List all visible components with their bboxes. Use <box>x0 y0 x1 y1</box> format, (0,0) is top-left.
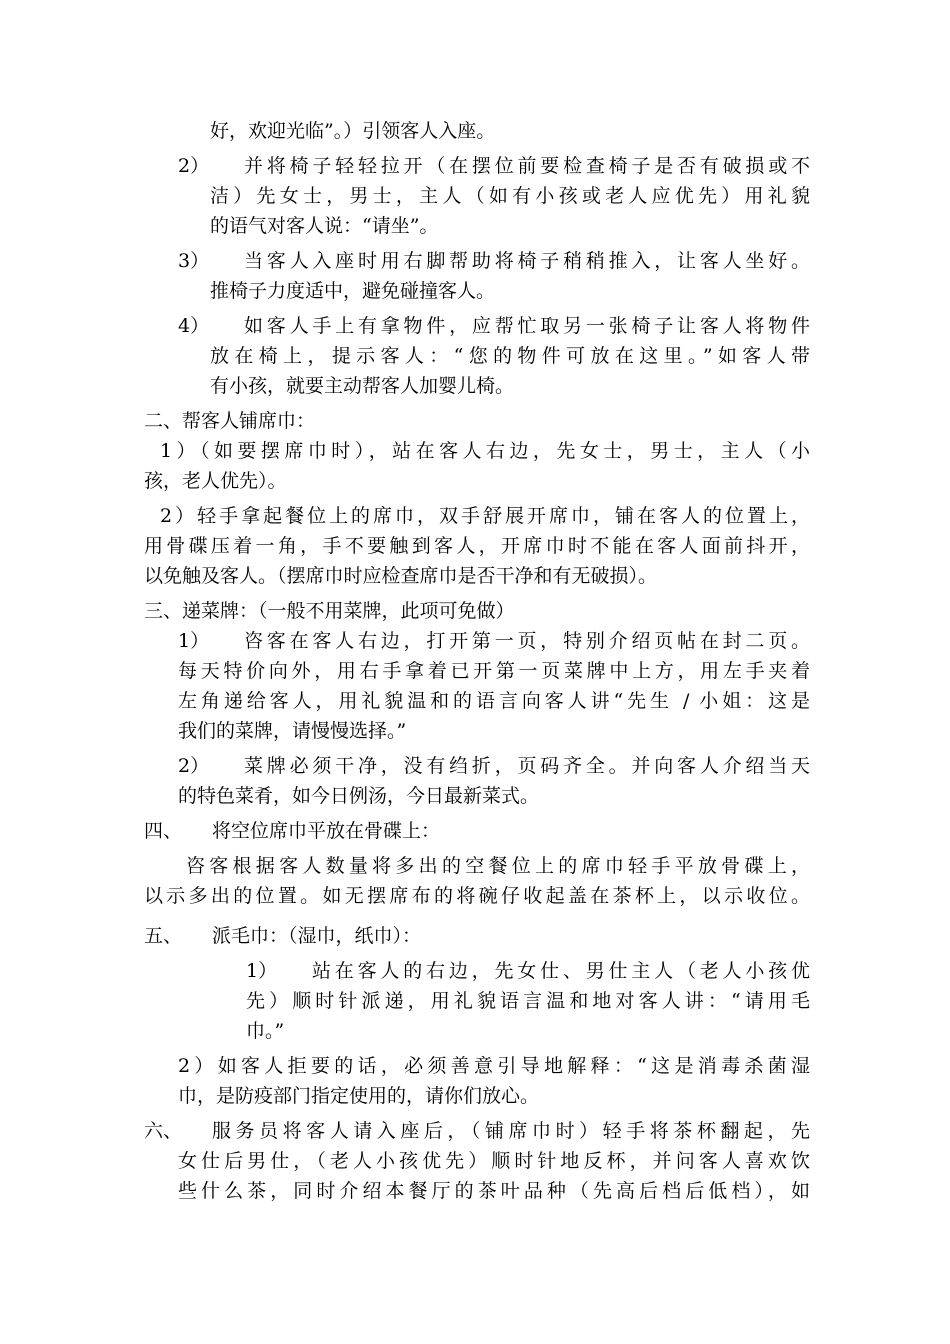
text-line: 左角递给客人，用礼貌温和的语言向客人讲“先生 / 小姐：这是 <box>178 690 810 712</box>
section-number: 五、 <box>144 925 183 947</box>
section-heading: 三、递菜牌：（一般不用菜牌，此项可免做） <box>144 600 515 622</box>
text-line: 菜牌必须干净，没有绉折，页码齐全。并向客人介绍当天 <box>244 755 810 777</box>
text-line: 咨客根据客人数量将多出的空餐位上的席巾轻手平放骨碟上， <box>186 855 810 877</box>
text-line: 巾。” <box>246 1020 285 1042</box>
text-line: 的语气对客人说：“请坐”。 <box>210 215 439 237</box>
text-line: 1）（如要摆席巾时），站在客人右边，先女士，男士，主人（小 <box>160 440 810 462</box>
section-number: 六、 <box>144 1120 183 1142</box>
list-number: 1） <box>246 960 278 982</box>
text-line: 2）如客人拒要的话，必须善意引导地解释：“这是消毒杀菌湿 <box>178 1055 810 1077</box>
text-line: 以免触及客人。（摆席巾时应检查席巾是否干净和有无破损）。 <box>144 565 658 587</box>
text-line: 洁）先女士，男士，主人（如有小孩或老人应优先）用礼貌 <box>210 185 810 207</box>
text-line: 巾，是防疫部门指定使用的，请你们放心。 <box>178 1085 540 1107</box>
text-line: 当客人入座时用右脚帮助将椅子稍稍推入，让客人坐好。 <box>244 250 810 272</box>
text-line: 我们的菜牌，请慢慢选择。” <box>178 720 407 742</box>
text-line: 用骨碟压着一角，手不要触到客人，开席巾时不能在客人面前抖开， <box>144 535 810 557</box>
list-number: 3） <box>178 250 210 272</box>
text-line: 推椅子力度适中，避免碰撞客人。 <box>210 280 496 302</box>
text-line: 好，欢迎光临”。）引领客人入座。 <box>210 120 496 142</box>
text-line: 有小孩，就要主动帮客人加婴儿椅。 <box>210 375 515 397</box>
text-line: 服务员将客人请入座后，（铺席巾时）轻手将茶杯翻起，先 <box>212 1120 810 1142</box>
text-line: 放在椅上，提示客人：“您的物件可放在这里。”如客人带 <box>210 345 810 367</box>
text-line: 以示多出的位置。如无摆席布的将碗仔收起盖在茶杯上，以示收位。 <box>144 885 810 907</box>
list-number: 1） <box>178 630 210 652</box>
list-number: 2） <box>178 155 210 177</box>
text-line: 咨客在客人右边，打开第一页，特别介绍页帖在封二页。 <box>244 630 810 652</box>
list-number: 2） <box>178 755 210 777</box>
text-line: 如客人手上有拿物件，应帮忙取另一张椅子让客人将物件 <box>244 315 810 337</box>
text-line: 些什么茶，同时介绍本餐厅的茶叶品种（先高后档后低档），如 <box>178 1180 810 1202</box>
text-line: 每天特价向外，用右手拿着已开第一页菜牌中上方，用左手夹着 <box>178 660 810 682</box>
text-line: 站在客人的右边，先女仕、男仕主人（老人小孩优 <box>312 960 810 982</box>
section-heading: 二、帮客人铺席巾： <box>144 410 316 432</box>
text-line: 的特色菜肴，如今日例汤，今日最新菜式。 <box>178 785 540 807</box>
text-line: 女仕后男仕，（老人小孩优先）顺时针地反杯，并问客人喜欢饮 <box>178 1150 810 1172</box>
text-line: 先）顺时针派递，用礼貌语言温和地对客人讲：“请用毛 <box>246 990 810 1012</box>
text-line: 2）轻手拿起餐位上的席巾，双手舒展开席巾，铺在客人的位置上， <box>160 505 810 527</box>
list-number: 4） <box>178 315 210 337</box>
text-line: 并将椅子轻轻拉开（在摆位前要检查椅子是否有破损或不 <box>244 155 810 177</box>
section-heading: 派毛巾：（湿巾，纸巾）： <box>212 925 422 947</box>
text-line: 孩，老人优先）。 <box>144 470 287 492</box>
section-number: 四、 <box>144 820 183 842</box>
section-heading: 将空位席巾平放在骨碟上： <box>212 820 441 842</box>
